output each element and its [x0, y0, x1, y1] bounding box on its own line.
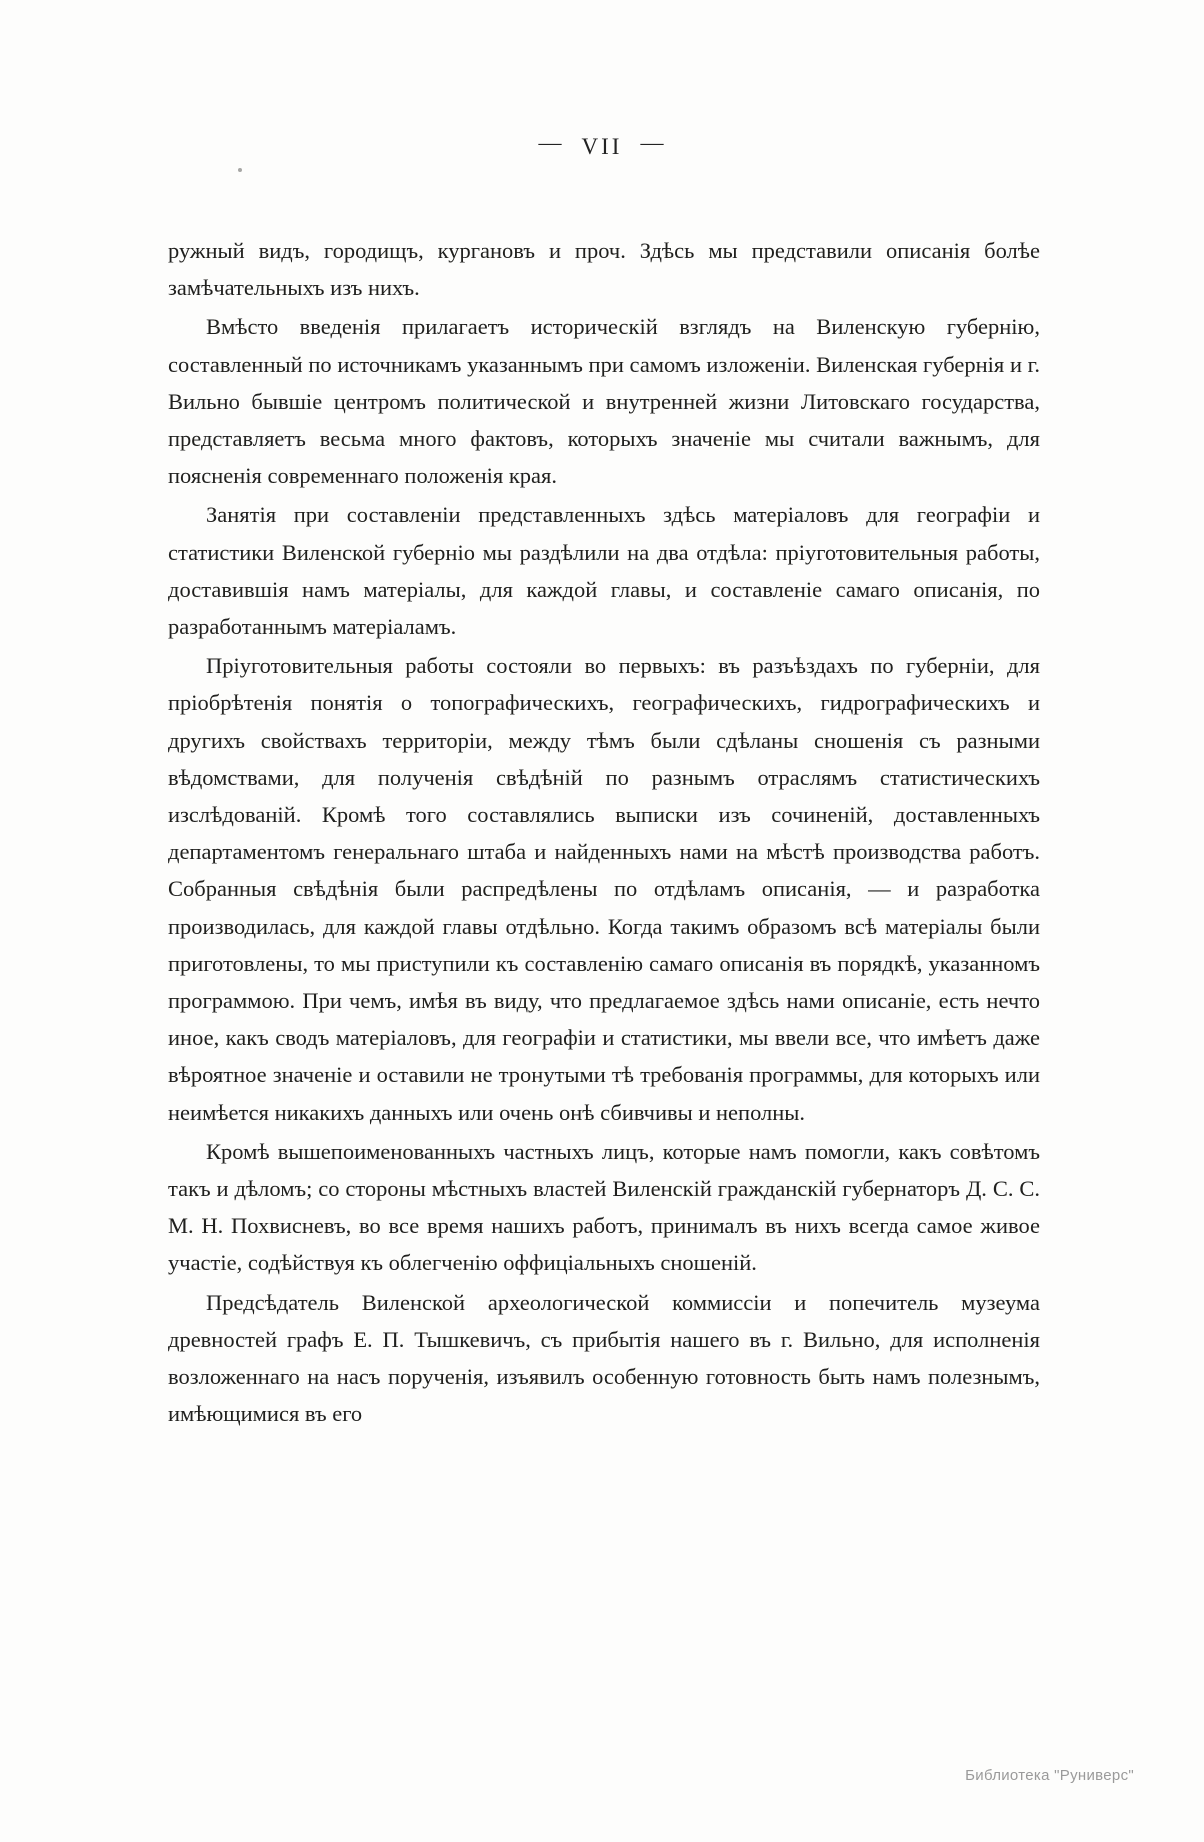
paragraph: Занятія при составленіи представленныхъ здѣсь матеріаловъ для географіи и статистики Виленской губерніо мы раздѣлили на два отдѣла: пріуготовительныя работы, доставившія намъ матеріалы, для каждой главы, и составленіе самаго описанія, по разработаннымъ матеріаламъ. — [168, 502, 1040, 640]
page-header — [0, 130, 1204, 160]
paragraph: Кромѣ вышепоименованныхъ частныхъ лицъ, которые намъ помогли, какъ совѣтомъ такъ и дѣломъ; со стороны мѣстныхъ властей Виленскій гражданскій губернаторъ Д. С. С. М. Н. Похвисневъ, во все время нашихъ работъ, принималъ въ нихъ всегда самое живое участіе, содѣйствуя къ облегченію оффиціальныхъ сношеній. — [168, 1138, 1040, 1276]
body-text — [168, 232, 1040, 1433]
page-number: VII — [581, 134, 623, 159]
header-dash-left: — — [538, 130, 564, 155]
header-dash-right: — — [640, 130, 666, 155]
paragraph: ружный видъ, городищъ, кургановъ и проч. Здѣсь мы представили описанія болѣе замѣчательныхъ изъ нихъ. — [168, 238, 1040, 301]
paragraph: Вмѣсто введенія прилагаетъ историческій взглядъ на Виленскую губернію, составленный по источникамъ указаннымъ при самомъ изложеніи. Виленская губернія и г. Вильно бывшіе центромъ политической и внутренней жизни Литовскаго государства, представляетъ весьма много фактовъ, которыхъ значеніе мы считали важнымъ, для поясненія современнаго положенія края. — [168, 314, 1040, 489]
paragraph: Пріуготовительныя работы состояли во первыхъ: въ разъѣздахъ по губерніи, для пріобрѣтенія понятія о топографическихъ, географическихъ, гидрографическихъ и другихъ свойствахъ территоріи, между тѣмъ были сдѣланы сношенія съ разными вѣдомствами, для полученія свѣдѣній по разнымъ отраслямъ статистическихъ изслѣдованій. Кромѣ того составлялись выписки изъ сочиненій, доставленныхъ департаментомъ генеральнаго штаба и найденныхъ нами на мѣстѣ производства работъ. Собранныя свѣдѣнія были распредѣлены по отдѣламъ описанія, — и разработка производилась, для каждой главы отдѣльно. Когда такимъ образомъ всѣ матеріалы были приготовлены, то мы приступили къ составленію самаго описанія въ порядкѣ, указанномъ программою. При чемъ, имѣя въ виду, что предлагаемое здѣсь нами описаніе, есть нечто иное, какъ сводъ матеріаловъ, для географіи и статистики, мы ввели все, что имѣетъ даже вѣроятное значеніе и оставили не тронутыми тѣ требованія программы, для которыхъ или неимѣется никакихъ данныхъ или очень онѣ сбивчивы и неполны. — [168, 653, 1040, 1125]
paragraph: Предсѣдатель Виленской археологической коммиссіи и попечитель музеума древностей графъ Е. П. Тышкевичъ, съ прибытія нашего въ г. Вильно, для исполненія возложеннаго на насъ порученія, изъявилъ особенную готовность быть намъ полезнымъ, имѣющимися въ его — [168, 1289, 1040, 1427]
ink-speck — [238, 168, 242, 172]
library-watermark: Библиотека "Руниверс" — [965, 1767, 1134, 1784]
